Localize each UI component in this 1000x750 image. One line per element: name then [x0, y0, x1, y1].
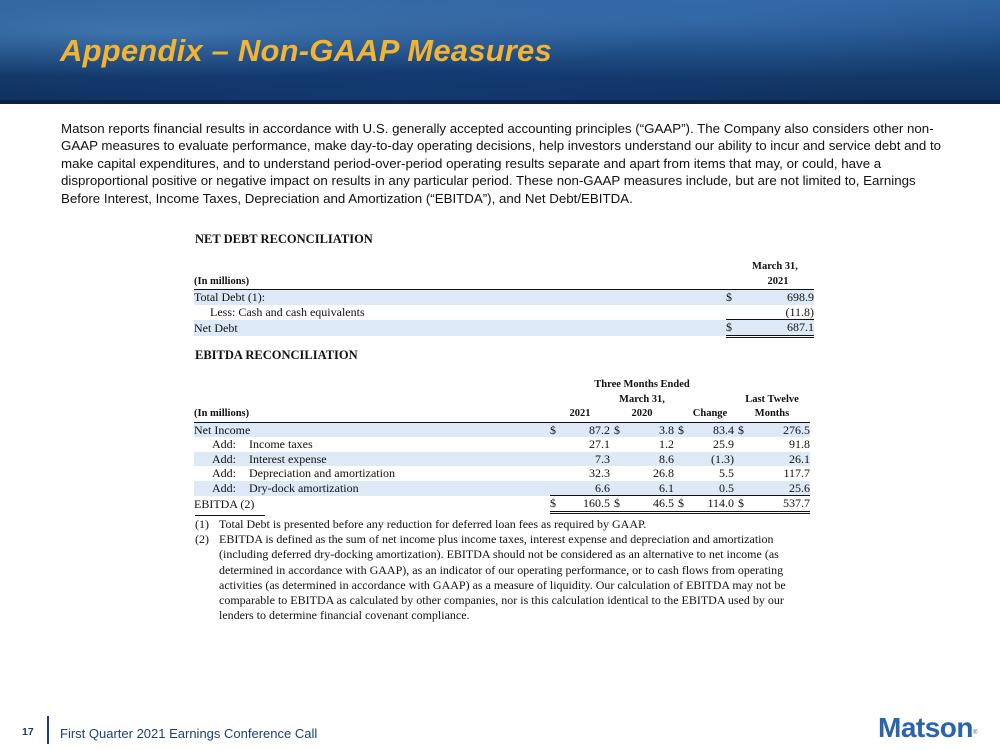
col-header-2021: 2021 [550, 407, 610, 422]
dollar-sign: $ [550, 496, 566, 513]
page-title: Appendix – Non-GAAP Measures [60, 33, 552, 68]
cell-2020: 6.1 [628, 481, 674, 496]
footnotes [195, 517, 815, 623]
row-label: Total Debt (1): [194, 290, 726, 305]
cell-ltm: 25.6 [750, 481, 810, 496]
group-header-2: March 31, [619, 393, 665, 405]
row-label: Dry-dock amortization [249, 481, 359, 495]
footer-divider [47, 716, 49, 744]
footnote-text: Total Debt is presented before any reduction for deferred loan fees as required by GAAP. [219, 517, 647, 531]
row-label: Income taxes [249, 437, 313, 452]
cell-2021: 7.3 [566, 452, 610, 467]
cell-2021: 160.5 [566, 496, 610, 513]
header-rule [0, 100, 1000, 104]
table-row [194, 437, 810, 452]
ebitda-header-row-1 [194, 378, 810, 393]
header-banner [0, 0, 1000, 104]
footnote-1 [195, 517, 815, 532]
table-row [194, 452, 810, 467]
footnote-number: (2) [195, 532, 209, 547]
cell-2021: 87.2 [566, 422, 610, 437]
ebitda-table [194, 378, 810, 514]
cell-2020: 3.8 [628, 422, 674, 437]
cell-change: 83.4 [692, 422, 734, 437]
cell-2021: 6.6 [566, 481, 610, 496]
row-prefix: Add: [212, 481, 236, 495]
net-debt-header-row-2 [194, 275, 814, 290]
cell-ltm: 276.5 [750, 422, 810, 437]
footnote-text: EBITDA is defined as the sum of net income plus income taxes, interest expense and depreciation and amortization (including deferred dry-docking amortization). EBITDA should not be considered as an alternative to net income (as determined in accordance with GAAP), as an indicator of our operating performance, or to cash flows from operating activities (as determined in accordance with GAAP) as a measure of liquidity. Our calculation of EBITDA may not be comparable to EBITDA as calculated by other companies, nor is this calculation identical to the EBITDA used by our lenders to determine financial covenant compliance. [219, 532, 786, 623]
row-value: 687.1 [742, 320, 814, 337]
cell-2020: 8.6 [628, 452, 674, 467]
footnote-rule [195, 515, 265, 516]
row-prefix: Add: [212, 466, 236, 481]
row-label: Less: Cash and cash equivalents [210, 305, 365, 319]
dollar-sign [726, 305, 742, 320]
row-value: 698.9 [742, 290, 814, 305]
ebitda-units: (In millions) [194, 407, 550, 422]
logo-mark: ® [973, 730, 977, 736]
dollar-sign: $ [726, 320, 742, 337]
cell-change: 25.9 [713, 437, 734, 452]
dollar-sign: $ [734, 496, 750, 513]
row-label: EBITDA (2) [194, 496, 255, 511]
intro-paragraph: Matson reports financial results in accordance with U.S. generally accepted accounting principles (“GAAP”). The Company also considers other non-GAAP measures to evaluate performance, make day-to-day operating decisions, help investors understand our ability to incur and service debt and to make capital expenditures, and to understand period-over-period operating results separate and apart from items that may, or could, have a disproportional positive or negative impact on results in any particular period. These non-GAAP measures include, but are not limited to, Earnings Before Interest, Income Taxes, Depreciation and Amortization (“EBITDA”), and Net Debt/EBITDA. [61, 121, 942, 206]
dollar-sign: $ [550, 422, 566, 437]
group-header-1: Three Months Ended [594, 379, 690, 391]
table-row [194, 466, 810, 481]
net-debt-table [194, 260, 814, 338]
row-label-group [212, 437, 550, 452]
footnote-2 [195, 532, 815, 623]
ebitda-header-row-2 [194, 393, 810, 408]
net-debt-units: (In millions) [194, 275, 726, 290]
row-value: (11.8) [742, 305, 814, 320]
net-debt-title: NET DEBT RECONCILIATION [195, 232, 373, 246]
footer-text: First Quarter 2021 Earnings Conference Call [60, 726, 318, 741]
col-header-change: Change [674, 407, 734, 422]
row-label: Interest expense [249, 451, 327, 466]
row-label: Depreciation and amortization [249, 466, 395, 481]
cell-2020: 26.8 [653, 466, 674, 481]
ebitda-title: EBITDA RECONCILIATION [195, 348, 358, 362]
cell-ltm: 91.8 [789, 437, 810, 452]
net-debt-col-header-1: March 31, [752, 261, 798, 273]
matson-logo [878, 712, 977, 744]
ebitda-header-row-3 [194, 407, 810, 422]
cell-change: (1.3) [692, 452, 734, 467]
table-row [194, 481, 810, 496]
ltm-header-1: Last Twelve [745, 393, 799, 405]
table-row [194, 496, 810, 513]
row-label-group [212, 452, 550, 467]
dollar-sign: $ [610, 422, 628, 437]
table-row [194, 305, 814, 320]
logo-text: Matson [878, 712, 973, 743]
row-label: Net Debt [194, 320, 726, 337]
row-label-group [212, 481, 550, 496]
cell-ltm: 117.7 [783, 466, 810, 481]
page-number: 17 [22, 726, 34, 738]
footnote-number: (1) [195, 517, 209, 531]
net-debt-header-row-1 [194, 260, 814, 275]
col-header-2020: 2020 [610, 407, 674, 422]
row-prefix: Add: [212, 437, 236, 452]
row-label: Net Income [194, 422, 550, 437]
cell-change: 0.5 [692, 481, 734, 496]
dollar-sign: $ [734, 422, 750, 437]
dollar-sign: $ [610, 496, 628, 513]
row-prefix: Add: [212, 451, 236, 466]
cell-2021: 27.1 [589, 437, 610, 452]
dollar-sign: $ [674, 496, 692, 513]
cell-2020: 1.2 [659, 437, 674, 452]
dollar-sign: $ [674, 422, 692, 437]
net-debt-col-header-2: 2021 [742, 275, 814, 290]
cell-ltm: 26.1 [750, 452, 810, 467]
row-label-group [212, 466, 550, 481]
cell-ltm: 537.7 [750, 496, 810, 513]
cell-2020: 46.5 [628, 496, 674, 513]
table-row [194, 422, 810, 437]
dollar-sign: $ [726, 290, 742, 305]
cell-2021: 32.3 [589, 466, 610, 481]
ltm-header-2: Months [734, 407, 810, 422]
cell-change: 5.5 [719, 466, 734, 481]
cell-change: 114.0 [692, 496, 734, 513]
table-row [194, 290, 814, 305]
table-row [194, 320, 814, 337]
